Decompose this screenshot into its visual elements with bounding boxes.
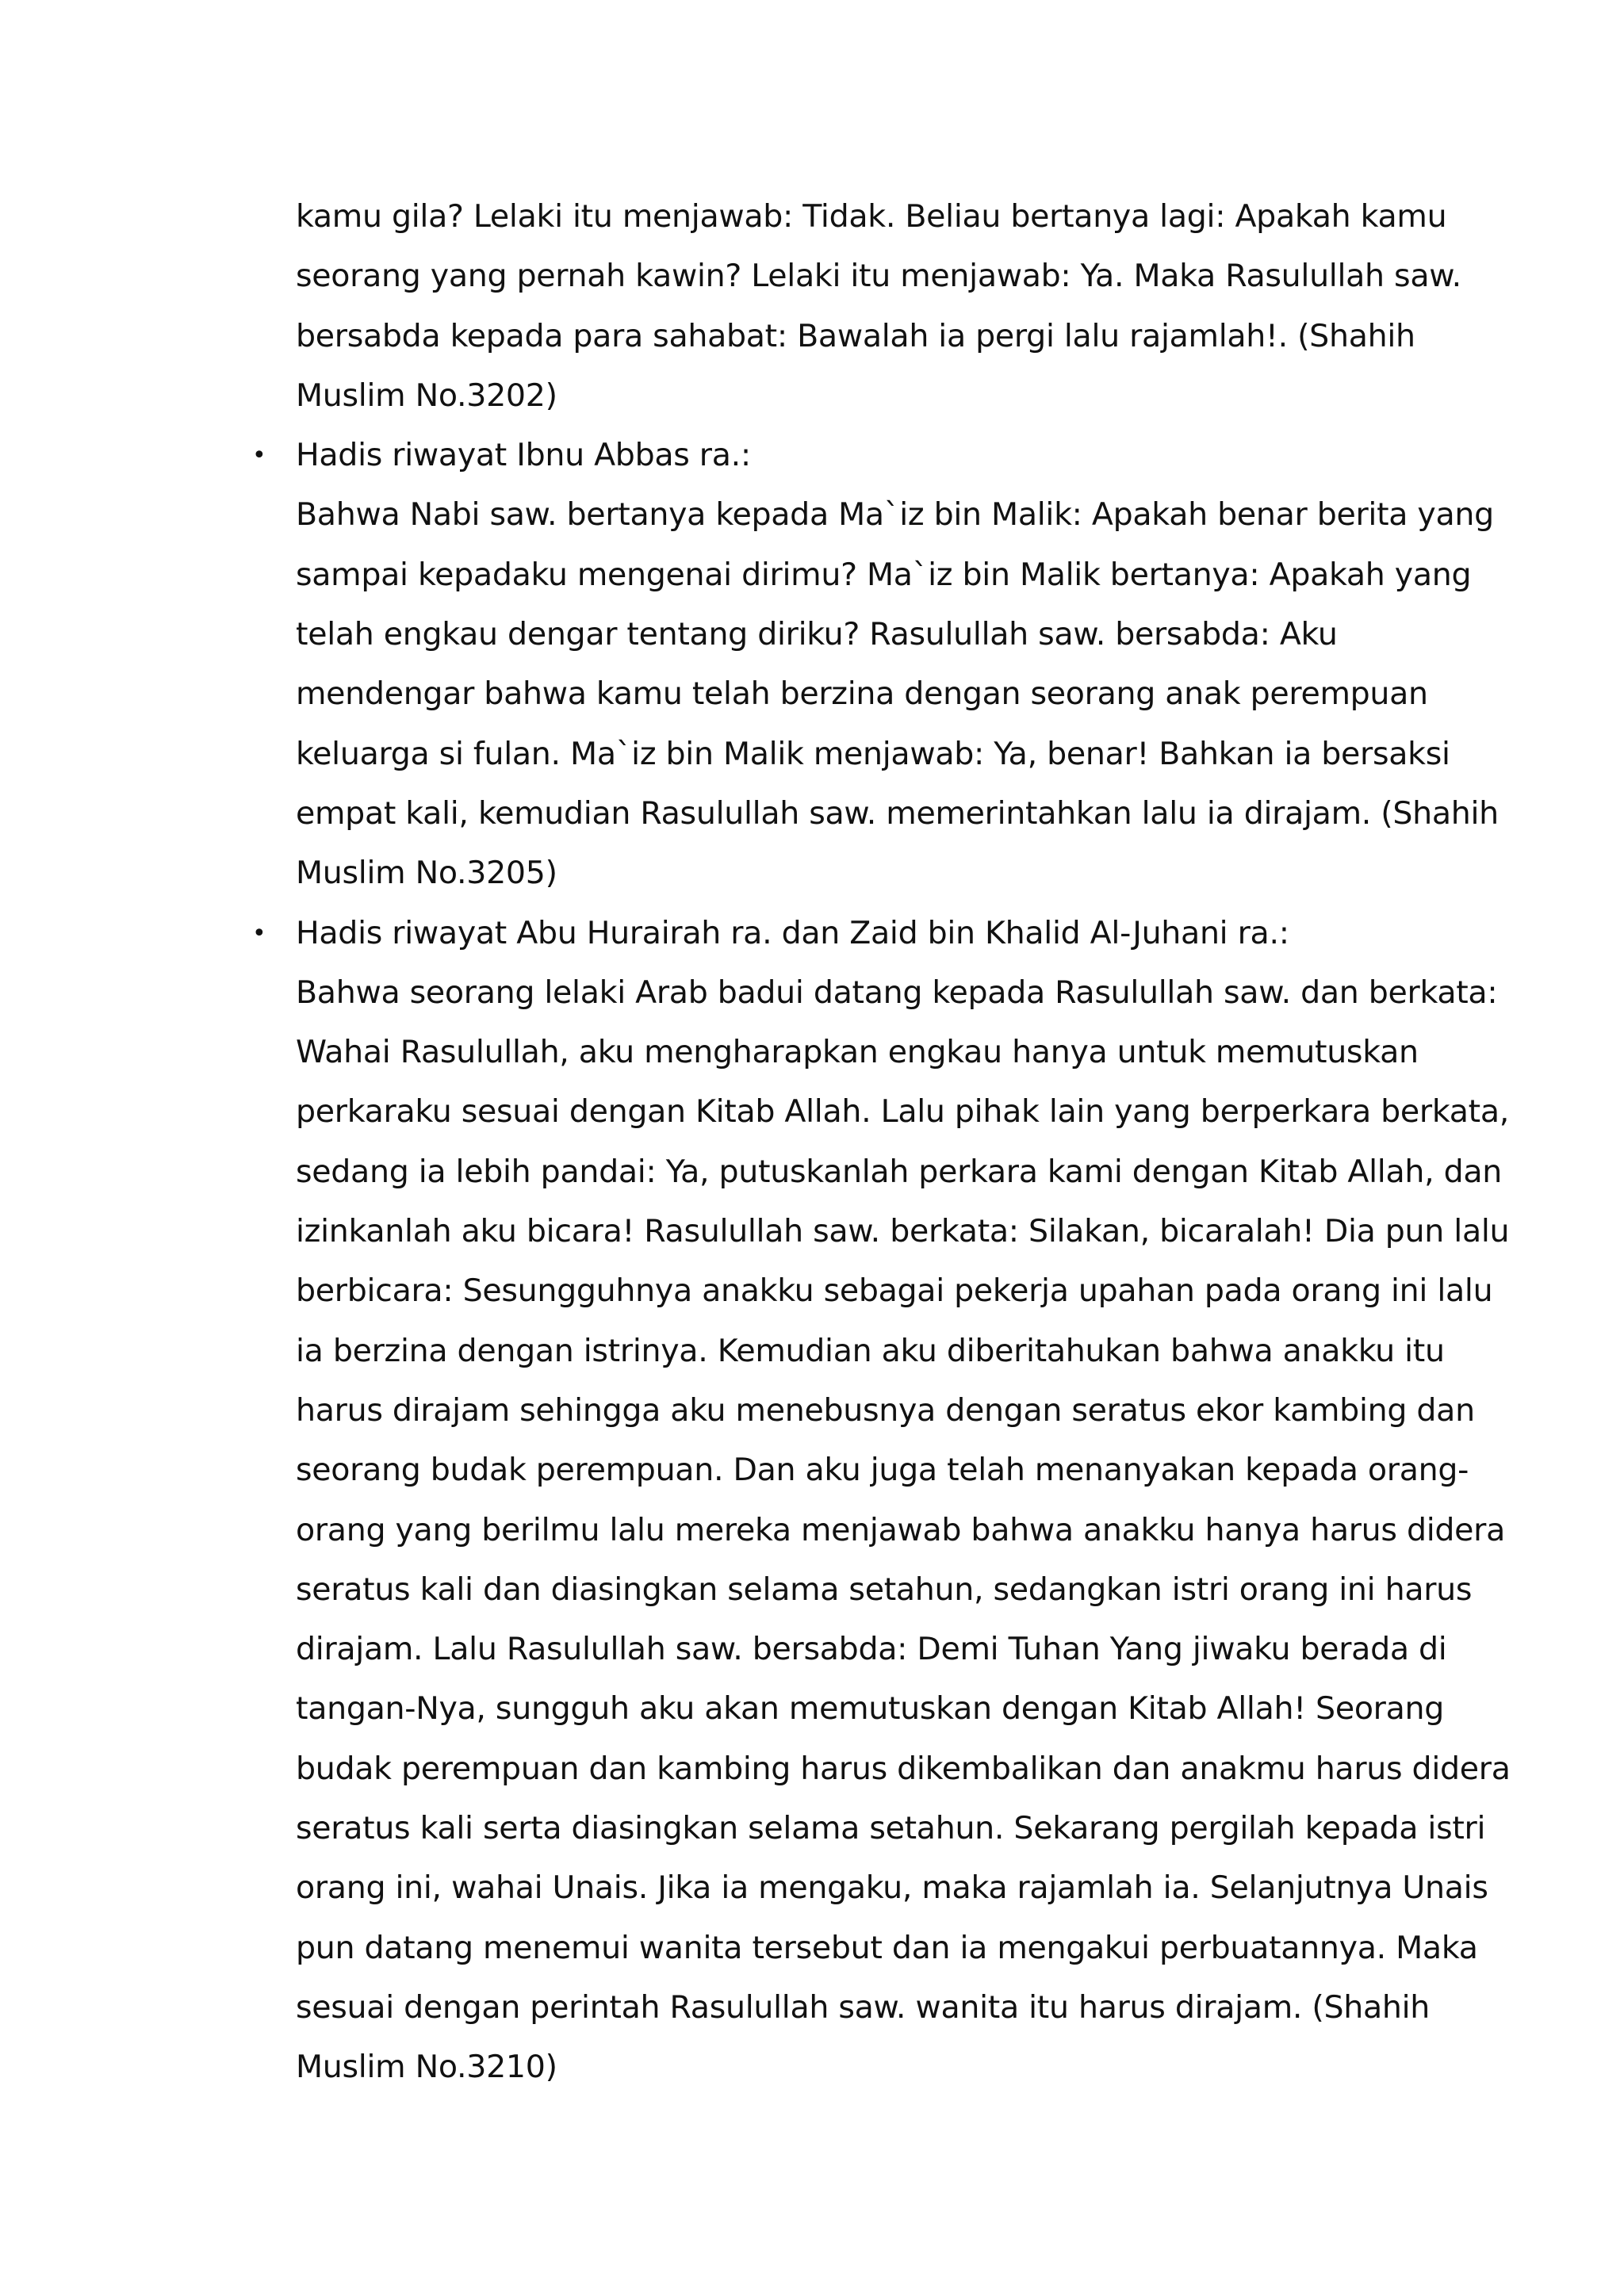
text-line: bersabda kepada para sahabat: Bawalah ia pergi lalu rajamlah!. (Shahih bbox=[296, 317, 1415, 354]
text-line: kamu gila? Lelaki itu menjawab: Tidak. Beliau bertanya lagi: Apakah kamu bbox=[296, 198, 1447, 235]
text-line: budak perempuan dan kambing harus dikembalikan dan anakmu harus didera bbox=[296, 1750, 1511, 1787]
text-line: mendengar bahwa kamu telah berzina dengan seorang anak perempuan bbox=[296, 675, 1428, 713]
continuation-paragraph bbox=[296, 187, 1461, 426]
text-line: telah engkau dengar tentang diriku? Rasulullah saw. bersabda: Aku bbox=[296, 616, 1338, 653]
text-line: seratus kali serta diasingkan selama setahun. Sekarang pergilah kepada istri bbox=[296, 1810, 1486, 1847]
text-line: seratus kali dan diasingkan selama setahun, sedangkan istri orang ini harus bbox=[296, 1571, 1473, 1608]
text-line: dirajam. Lalu Rasulullah saw. bersabda: Demi Tuhan Yang jiwaku berada di bbox=[296, 1631, 1447, 1668]
text-line: seorang yang pernah kawin? Lelaki itu menjawab: Ya. Maka Rasulullah saw. bbox=[296, 258, 1461, 295]
text-line: Bahwa Nabi saw. bertanya kepada Ma`iz bin Malik: Apakah benar berita yang bbox=[296, 496, 1494, 534]
text-line: Wahai Rasulullah, aku mengharapkan engkau hanya untuk memutuskan bbox=[296, 1034, 1419, 1071]
hadith-heading: Hadis riwayat Ibnu Abbas ra.: bbox=[296, 437, 751, 474]
text-line: tangan-Nya, sungguh aku akan memutuskan dengan Kitab Allah! Seorang bbox=[296, 1690, 1445, 1728]
hadith-item-abu-hurairah bbox=[252, 904, 1511, 2098]
hadith-item-ibnu-abbas bbox=[252, 426, 1499, 903]
text-line: empat kali, kemudian Rasulullah saw. memerintahkan lalu ia dirajam. (Shahih bbox=[296, 794, 1499, 832]
text-line: orang yang berilmu lalu mereka menjawab bahwa anakku hanya harus didera bbox=[296, 1511, 1506, 1548]
text-line: Muslim No.3205) bbox=[296, 855, 557, 892]
text-line: pun datang menemui wanita tersebut dan ia mengakui perbuatannya. Maka bbox=[296, 1929, 1478, 1966]
bullet-icon: • bbox=[252, 442, 266, 470]
text-line: Muslim No.3210) bbox=[296, 2049, 557, 2086]
text-line: Muslim No.3202) bbox=[296, 377, 557, 414]
text-line: izinkanlah aku bicara! Rasulullah saw. berkata: Silakan, bicaralah! Dia pun lalu bbox=[296, 1213, 1510, 1250]
text-line: keluarga si fulan. Ma`iz bin Malik menjawab: Ya, benar! Bahkan ia bersaksi bbox=[296, 735, 1450, 772]
document-body bbox=[252, 187, 1511, 2098]
text-line: harus dirajam sehingga aku menebusnya dengan seratus ekor kambing dan bbox=[296, 1391, 1475, 1429]
text-line: perkaraku sesuai dengan Kitab Allah. Lalu pihak lain yang berperkara berkata, bbox=[296, 1093, 1509, 1131]
text-line: ia berzina dengan istrinya. Kemudian aku diberitahukan bahwa anakku itu bbox=[296, 1332, 1445, 1369]
text-line: sesuai dengan perintah Rasulullah saw. wanita itu harus dirajam. (Shahih bbox=[296, 1988, 1431, 2026]
text-line: orang ini, wahai Unais. Jika ia mengaku, maka rajamlah ia. Selanjutnya Unais bbox=[296, 1869, 1488, 1907]
text-line: Bahwa seorang lelaki Arab badui datang kepada Rasulullah saw. dan berkata: bbox=[296, 974, 1498, 1011]
text-line: sedang ia lebih pandai: Ya, putuskanlah perkara kami dengan Kitab Allah, dan bbox=[296, 1153, 1503, 1190]
text-line: sampai kepadaku mengenai dirimu? Ma`iz bin Malik bertanya: Apakah yang bbox=[296, 556, 1472, 593]
text-line: seorang budak perempuan. Dan aku juga telah menanyakan kepada orang- bbox=[296, 1452, 1469, 1489]
bullet-icon: • bbox=[252, 919, 266, 947]
hadith-heading: Hadis riwayat Abu Hurairah ra. dan Zaid bin Khalid Al-Juhani ra.: bbox=[296, 914, 1289, 951]
text-line: berbicara: Sesungguhnya anakku sebagai pekerja upahan pada orang ini lalu bbox=[296, 1272, 1493, 1310]
